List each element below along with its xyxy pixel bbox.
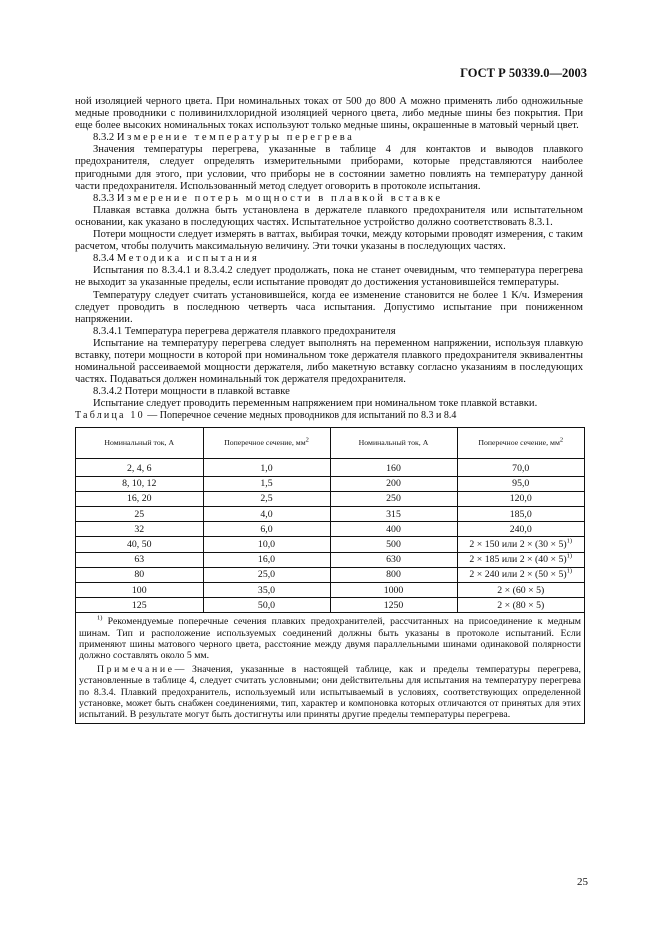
table-cell: 1,5 bbox=[203, 476, 330, 491]
section-heading-8-3-4-2: 8.3.4.2 Потери мощности в плавкой вставке bbox=[93, 386, 290, 398]
paragraph-8-3-4-2: Испытание следует проводить переменным напряжением при номинальном токе плавкой вставки. bbox=[93, 398, 538, 410]
table-cell: 2 × 185 или $2 \times (40 \times 5)^{1)}$ bbox=[457, 552, 584, 567]
section-heading-8-3-2 bbox=[75, 132, 583, 144]
note-text: — Значения, указанные в настоящей таблице, как и пределы температуры перегрева, установленные в таблице 4, следует считать условными; они действительны для испытания на температуру перегрева по 8.3.4. Плавкий предохранитель, используемый или испытываемый в условиях, соответствующих определенной установке, может быть снабжен соединениями, тип, характер и компоновка которых отличаются от принятых для этих испытаний. В результате могут быть достигнуты или приняты другие пределы температуры перегрева. bbox=[79, 664, 581, 720]
table-cell: 2, 4, 6 bbox=[76, 459, 203, 476]
table-row bbox=[76, 567, 584, 582]
table-row bbox=[76, 507, 584, 522]
table-cell: 2 × (60 × 5) bbox=[457, 582, 584, 597]
table-cell: 100 bbox=[76, 582, 203, 597]
paragraph-8-3-2: Значения температуры перегрева, указанные в таблице 4 для контактов и выводов плавкого предохранителя, следует определять измерительными приборами, которые представляются наиболее пригодными для этого, при условии, что приборы не в состоянии заметно повлиять на температуру данной части предохранителя. Использованный метод следует оговорить в протоколе испытания. bbox=[75, 144, 583, 192]
table-caption-text: — Поперечное сечение медных проводников для испытаний по 8.3 и 8.4 bbox=[147, 410, 457, 422]
table-cell: 2 × (80 × 5) bbox=[457, 598, 584, 613]
table-cell: 1,0 bbox=[203, 459, 330, 476]
table-row bbox=[76, 582, 584, 597]
table-caption-label: Таблица 10 bbox=[75, 410, 145, 422]
data-table bbox=[76, 428, 584, 613]
table-cell: 500 bbox=[330, 537, 457, 552]
paragraph-8-3-3-a: Плавкая вставка должна быть установлена в держателе плавкого предохранителя или испытательном основании, как указано в последующих частях. Испытательное устройство должно соответствовать 8.3.1. bbox=[75, 204, 583, 228]
table-cell: 70,0 bbox=[457, 459, 584, 476]
section-number: 8.3.2 bbox=[93, 132, 115, 144]
paragraph-8-3-4-1: Испытание на температуру перегрева следует выполнять на переменном напряжении, используя плавкую вставку, потери мощности в которой при номинальном токе держателя плавкого предохранителя эквивалентны номинальной рассеиваемой мощности держателя, либо макетную вставку согласно указаниям в последующих частях. Подаваться должен номинальный ток держателя предохранителя. bbox=[75, 337, 583, 386]
footnote-mark: 1) bbox=[566, 537, 573, 545]
page-number: 25 bbox=[577, 876, 588, 888]
section-heading-8-3-4 bbox=[75, 253, 583, 265]
paragraph-8-3-4-a: Испытания по 8.3.4.1 и 8.3.4.2 следует продолжать, пока не станет очевидным, что температура перегрева не выходит за указанные пределы, если испытание проводят до достижения установившейся температуры. bbox=[75, 265, 583, 289]
table-cell: 800 bbox=[330, 567, 457, 582]
table-cell: 25 bbox=[76, 507, 203, 522]
table-row bbox=[76, 537, 584, 552]
table-cell: 120,0 bbox=[457, 491, 584, 506]
table-cell: 2 × 150 или $2 \times (30 \times 5)^{1)}$ bbox=[457, 537, 584, 552]
table-cell: 4,0 bbox=[203, 507, 330, 522]
page-content bbox=[75, 96, 583, 724]
table-header-row bbox=[76, 428, 584, 459]
table-cell: 185,0 bbox=[457, 507, 584, 522]
footnote-mark: 1) bbox=[566, 568, 573, 576]
table-cell: 2 × 240 или $2 \times (50 \times 5)^{1)}$ bbox=[457, 567, 584, 582]
table-row bbox=[76, 491, 584, 506]
table-cell: 25,0 bbox=[203, 567, 330, 582]
document-header: ГОСТ Р 50339.0—2003 bbox=[460, 66, 587, 80]
section-title: Методика испытания bbox=[116, 253, 260, 265]
table-cell: 8, 10, 12 bbox=[76, 476, 203, 491]
paragraph-8-3-4-b: Температуру следует считать установившейся, когда ее изменение становится не более 1 K/ч. Измерения следует проводить в последнюю четверть часа испытания. Допустимо испытание при пониженном напряжении. bbox=[75, 289, 583, 325]
column-header-section: Поперечное сечение, $мм^2$ bbox=[457, 428, 584, 459]
table-cell: 10,0 bbox=[203, 537, 330, 552]
table-note bbox=[79, 664, 581, 720]
column-header-current: Номинальный ток, А bbox=[330, 428, 457, 459]
table-cell: 32 bbox=[76, 522, 203, 537]
table-row bbox=[76, 598, 584, 613]
column-header-current: Номинальный ток, А bbox=[76, 428, 203, 459]
superscript: 2 bbox=[305, 436, 309, 444]
paragraph-continuation: ной изоляцией черного цвета. При номинальных токах от 500 до 800 А можно применять либо одножильные медные проводники с поливинилхлоридной изоляцией черного цвета, либо медные шины без покрытия. При еще более высоких номинальных токах используют только медные шины, окрашенные в матовый черный цвет. bbox=[75, 96, 583, 132]
table-row bbox=[76, 522, 584, 537]
table-cell: 1250 bbox=[330, 598, 457, 613]
table-cell: 95,0 bbox=[457, 476, 584, 491]
table-cell: 6,0 bbox=[203, 522, 330, 537]
table-footer bbox=[76, 613, 584, 723]
table-row bbox=[76, 459, 584, 476]
superscript: 2 bbox=[559, 436, 564, 444]
footnote-mark: 1) bbox=[97, 615, 103, 623]
section-number: 8.3.3 bbox=[93, 192, 115, 204]
table-cell: 1000 bbox=[330, 582, 457, 597]
table-row bbox=[76, 552, 584, 567]
table-cell: 240,0 bbox=[457, 522, 584, 537]
table-cell: 2,5 bbox=[203, 491, 330, 506]
section-title: Измерение потерь мощности в плавкой вставке bbox=[116, 192, 443, 204]
table-cell: 16, 20 bbox=[76, 491, 203, 506]
table-cell: 250 bbox=[330, 491, 457, 506]
section-number: 8.3.4 bbox=[93, 253, 115, 265]
column-header-section: Поперечное сечение, $мм^2$ bbox=[203, 428, 330, 459]
section-heading-8-3-4-1: 8.3.4.1 Температура перегрева держателя плавкого предохранителя bbox=[93, 325, 396, 337]
table-row bbox=[76, 476, 584, 491]
table-cell: 315 bbox=[330, 507, 457, 522]
table-cell: 63 bbox=[76, 552, 203, 567]
table-cell: 50,0 bbox=[203, 598, 330, 613]
footnote-mark: 1) bbox=[566, 552, 573, 560]
table-cell: 630 bbox=[330, 552, 457, 567]
table-footnote: $^{1)}$ Рекомендуемые поперечные сечения плавких предохранителей, рассчитанных на присоединение к медным шинам. Тип и расположение используемых соединений должны быть указаны в протоколе испытаний. Если применяют шины матового черного цвета, расстояние между двумя параллельными шинами одинаковой полярности должно составлять около 5 мм. bbox=[79, 615, 581, 661]
table-cell: 400 bbox=[330, 522, 457, 537]
section-heading-8-3-3 bbox=[75, 193, 583, 205]
paragraph-8-3-3-b: Потери мощности следует измерять в ваттах, выбирая точки, между которыми проводят измерения, с таким расчетом, чтобы получить максимальную величину. Эти точки указаны в последующих частях. bbox=[75, 229, 583, 253]
note-label: Примечание bbox=[97, 664, 175, 676]
table-cell: 125 bbox=[76, 598, 203, 613]
table-cell: 200 bbox=[330, 476, 457, 491]
table-cell: 80 bbox=[76, 567, 203, 582]
table-caption bbox=[75, 410, 583, 422]
table-cell: 35,0 bbox=[203, 582, 330, 597]
table-cell: 16,0 bbox=[203, 552, 330, 567]
table-cell: 160 bbox=[330, 459, 457, 476]
table-cell: 40, 50 bbox=[76, 537, 203, 552]
table-10 bbox=[75, 427, 585, 724]
section-title: Измерение температуры перегрева bbox=[116, 132, 355, 144]
